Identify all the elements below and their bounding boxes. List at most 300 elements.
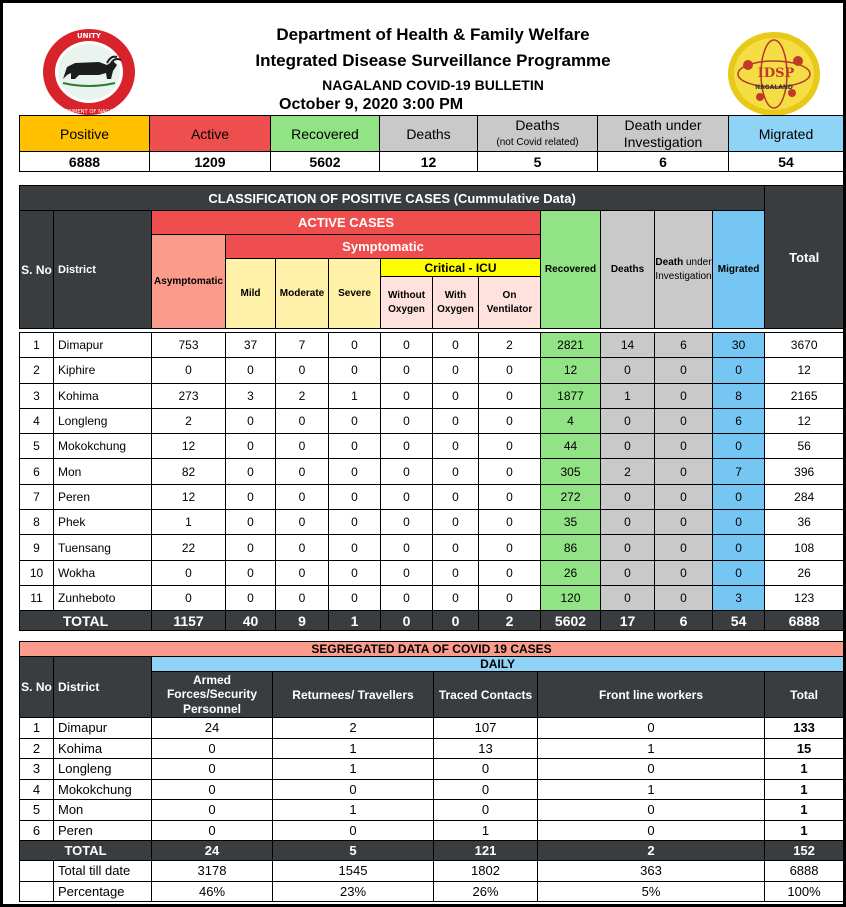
table-cell: 3: [713, 585, 765, 610]
table-cell: 0: [479, 585, 541, 610]
table-cell: 0: [655, 510, 713, 535]
summary-active-label: Active: [150, 116, 271, 152]
table-cell: 1: [765, 759, 844, 780]
header-deaths: Deaths: [601, 211, 655, 329]
table-cell: 10: [20, 560, 54, 585]
header-mild: Mild: [226, 259, 276, 329]
district-cell: Kiphire: [54, 358, 152, 383]
table-cell: 2: [601, 459, 655, 484]
table-cell: 0: [276, 560, 329, 585]
table-cell: 0: [655, 383, 713, 408]
table-row: [20, 434, 844, 459]
nagaland-government-seal: [41, 27, 137, 117]
table-cell: 0: [713, 535, 765, 560]
district-cell: Dimapur: [54, 333, 152, 358]
table-cell: 4: [20, 779, 54, 800]
table-cell: 0: [601, 434, 655, 459]
till-date-cell: 6888: [765, 861, 844, 882]
table-cell: 0: [479, 510, 541, 535]
classification-rows: [20, 333, 844, 611]
table-cell: 8: [713, 383, 765, 408]
summary-active-value: 1209: [150, 152, 271, 172]
daily-label: DAILY: [152, 657, 844, 672]
table-cell: 2: [20, 358, 54, 383]
table-cell: 7: [713, 459, 765, 484]
table-cell: 11: [20, 585, 54, 610]
table-cell: 108: [765, 535, 844, 560]
total-cell: 17: [601, 611, 655, 631]
table-cell: 3670: [765, 333, 844, 358]
table-cell: 12: [765, 408, 844, 433]
total-cell: 1157: [152, 611, 226, 631]
table-cell: 0: [329, 484, 381, 509]
table-cell: 2821: [541, 333, 601, 358]
table-cell: 0: [381, 535, 433, 560]
table-cell: 273: [152, 383, 226, 408]
district-cell: Mokokchung: [54, 779, 152, 800]
table-cell: 0: [381, 459, 433, 484]
header-active-cases: ACTIVE CASES: [152, 211, 541, 235]
table-cell: 0: [655, 560, 713, 585]
table-row: [20, 510, 844, 535]
table-cell: 0: [655, 434, 713, 459]
table-cell: 0: [226, 585, 276, 610]
table-cell: 0: [381, 383, 433, 408]
table-cell: 120: [541, 585, 601, 610]
summary-recovered-value: 5602: [271, 152, 380, 172]
table-cell: 0: [538, 800, 765, 821]
table-cell: 2: [276, 383, 329, 408]
table-cell: 0: [329, 510, 381, 535]
table-cell: 0: [713, 510, 765, 535]
table-row: [20, 800, 844, 821]
table-cell: 14: [601, 333, 655, 358]
table-cell: 0: [226, 434, 276, 459]
table-cell: 1: [329, 383, 381, 408]
table-cell: 0: [479, 408, 541, 433]
table-cell: 0: [381, 434, 433, 459]
table-cell: 0: [433, 585, 479, 610]
table-cell: 0: [276, 408, 329, 433]
classification-total-label: TOTAL: [20, 611, 152, 631]
till-date-cell: 3178: [152, 861, 273, 882]
seg-header-returnees: Returnees/ Travellers: [273, 672, 434, 718]
seg-total-cell: 121: [434, 841, 538, 861]
table-cell: 3: [20, 759, 54, 780]
table-row: [20, 484, 844, 509]
table-cell: 35: [541, 510, 601, 535]
header-death-investigation: Death under Investigation: [655, 211, 713, 329]
table-row: [20, 779, 844, 800]
table-cell: 0: [381, 358, 433, 383]
table-cell: 0: [276, 585, 329, 610]
table-cell: 0: [276, 510, 329, 535]
seg-header-frontline: Front line workers: [538, 672, 765, 718]
till-date-cell: 363: [538, 861, 765, 882]
table-cell: 0: [479, 484, 541, 509]
table-cell: 2: [20, 738, 54, 759]
table-cell: 1: [152, 510, 226, 535]
segregated-rows: [20, 718, 844, 841]
table-cell: 0: [434, 800, 538, 821]
table-cell: 86: [541, 535, 601, 560]
classification-title: CLASSIFICATION OF POSITIVE CASES (Cummulative Data): [20, 186, 765, 211]
programme-title: Integrated Disease Surveillance Programme: [255, 51, 611, 70]
table-row: [20, 560, 844, 585]
header-migrated: Migrated: [713, 211, 765, 329]
table-cell: 13: [434, 738, 538, 759]
table-cell: 0: [433, 535, 479, 560]
seg-total-cell: 5: [273, 841, 434, 861]
table-cell: 26: [765, 560, 844, 585]
table-cell: 12: [152, 434, 226, 459]
table-cell: 1: [601, 383, 655, 408]
table-cell: 0: [276, 434, 329, 459]
table-cell: 1: [765, 800, 844, 821]
district-cell: Mon: [54, 459, 152, 484]
table-cell: 0: [601, 560, 655, 585]
table-cell: 0: [152, 820, 273, 841]
table-cell: 0: [329, 459, 381, 484]
table-cell: 0: [655, 358, 713, 383]
table-cell: 0: [381, 484, 433, 509]
table-cell: 1: [538, 738, 765, 759]
table-cell: 0: [601, 535, 655, 560]
svg-text:IDSP: IDSP: [757, 66, 795, 81]
table-cell: 82: [152, 459, 226, 484]
table-cell: 6: [20, 820, 54, 841]
table-cell: 1: [20, 333, 54, 358]
table-cell: 0: [655, 408, 713, 433]
department-title: Department of Health & Family Welfare: [276, 25, 590, 44]
table-cell: 6: [713, 408, 765, 433]
seg-total-cell: 152: [765, 841, 844, 861]
table-cell: 0: [433, 383, 479, 408]
table-cell: 396: [765, 459, 844, 484]
total-cell: 1: [329, 611, 381, 631]
table-cell: 9: [20, 535, 54, 560]
table-cell: 1: [273, 800, 434, 821]
table-cell: 0: [479, 535, 541, 560]
percentage-cell: 5%: [538, 881, 765, 902]
table-cell: 0: [329, 434, 381, 459]
table-cell: 0: [152, 585, 226, 610]
table-cell: 1: [538, 779, 765, 800]
svg-text:UNITY: UNITY: [77, 32, 101, 40]
table-cell: 1: [434, 820, 538, 841]
table-cell: 5: [20, 800, 54, 821]
district-cell: Kohima: [54, 383, 152, 408]
table-cell: 0: [273, 820, 434, 841]
district-cell: Longleng: [54, 759, 152, 780]
seg-header-traced: Traced Contacts: [434, 672, 538, 718]
district-cell: Mokokchung: [54, 434, 152, 459]
table-cell: 7: [20, 484, 54, 509]
table-cell: 4: [20, 408, 54, 433]
table-cell: 123: [765, 585, 844, 610]
table-cell: 0: [601, 510, 655, 535]
table-cell: 0: [226, 408, 276, 433]
table-cell: 0: [381, 408, 433, 433]
header-sno: S. No: [20, 211, 54, 329]
district-cell: Longleng: [54, 408, 152, 433]
till-date-cell: 1545: [273, 861, 434, 882]
summary-death-investigation-label: Death under Investigation: [598, 116, 729, 152]
table-cell: 15: [765, 738, 844, 759]
table-cell: 0: [601, 484, 655, 509]
summary-migrated-value: 54: [729, 152, 844, 172]
table-cell: 0: [434, 779, 538, 800]
table-cell: 1: [273, 759, 434, 780]
table-cell: 0: [713, 560, 765, 585]
till-date-label: Total till date: [54, 861, 152, 882]
header-critical-icu: Critical - ICU: [381, 259, 541, 277]
total-cell: 6: [655, 611, 713, 631]
table-cell: 305: [541, 459, 601, 484]
table-row: [20, 718, 844, 739]
table-row: [20, 738, 844, 759]
bulletin-title: NAGALAND COVID-19 BULLETIN: [322, 77, 544, 93]
table-cell: 0: [655, 484, 713, 509]
table-cell: 0: [655, 585, 713, 610]
table-cell: 26: [541, 560, 601, 585]
table-row: [20, 759, 844, 780]
table-cell: 0: [152, 779, 273, 800]
table-cell: 0: [276, 358, 329, 383]
table-cell: 0: [538, 718, 765, 739]
table-cell: 6: [655, 333, 713, 358]
header-recovered: Recovered: [541, 211, 601, 329]
seg-header-district: District: [54, 657, 152, 718]
table-cell: 0: [433, 510, 479, 535]
table-cell: 3: [20, 383, 54, 408]
header-district: District: [54, 211, 152, 329]
seg-header-armed: Armed Forces/Security Personnel: [152, 672, 273, 718]
till-date-cell: 1802: [434, 861, 538, 882]
seg-header-sno: S. No: [20, 657, 54, 718]
table-row: [20, 585, 844, 610]
table-cell: 0: [152, 738, 273, 759]
seg-header-total: Total: [765, 672, 844, 718]
total-cell: 54: [713, 611, 765, 631]
table-row: [20, 535, 844, 560]
district-cell: Kohima: [54, 738, 152, 759]
table-cell: 2: [479, 333, 541, 358]
table-cell: 0: [381, 510, 433, 535]
percentage-cell: 46%: [152, 881, 273, 902]
table-cell: 0: [655, 535, 713, 560]
table-cell: 0: [601, 585, 655, 610]
segregated-title: SEGREGATED DATA OF COVID 19 CASES: [20, 642, 844, 657]
table-cell: 56: [765, 434, 844, 459]
table-cell: 753: [152, 333, 226, 358]
table-cell: 0: [538, 759, 765, 780]
header-with-oxygen: With Oxygen: [433, 277, 479, 329]
svg-text:NAGALAND: NAGALAND: [755, 84, 793, 91]
header-symptomatic: Symptomatic: [226, 235, 541, 259]
table-cell: 0: [152, 800, 273, 821]
summary-deaths-value: 12: [380, 152, 478, 172]
district-cell: Dimapur: [54, 718, 152, 739]
table-cell: 12: [152, 484, 226, 509]
table-cell: 0: [226, 560, 276, 585]
table-cell: 0: [433, 434, 479, 459]
table-cell: 0: [433, 560, 479, 585]
table-row: [20, 820, 844, 841]
segregated-table: [19, 641, 844, 902]
summary-positive-value: 6888: [20, 152, 150, 172]
table-cell: 0: [381, 560, 433, 585]
total-cell: 5602: [541, 611, 601, 631]
table-cell: 0: [433, 459, 479, 484]
table-cell: 8: [20, 510, 54, 535]
svg-text:GOVERNMENT OF NAGALAND: GOVERNMENT OF NAGALAND: [50, 109, 128, 115]
table-cell: 0: [226, 459, 276, 484]
seg-total-label: TOTAL: [20, 841, 152, 861]
percentage-cell: 23%: [273, 881, 434, 902]
table-cell: 0: [329, 585, 381, 610]
table-cell: 0: [479, 383, 541, 408]
table-cell: 0: [479, 459, 541, 484]
table-cell: 12: [541, 358, 601, 383]
table-cell: 0: [713, 358, 765, 383]
table-cell: 37: [226, 333, 276, 358]
table-cell: 2165: [765, 383, 844, 408]
table-cell: 1877: [541, 383, 601, 408]
table-row: [20, 358, 844, 383]
table-cell: 0: [276, 484, 329, 509]
bulletin-datetime: October 9, 2020 3:00 PM: [279, 96, 464, 113]
summary-migrated-label: Migrated: [729, 116, 844, 152]
summary-table: [19, 115, 844, 172]
total-cell: 40: [226, 611, 276, 631]
header-total: Total: [765, 186, 844, 329]
summary-deaths-nc-value: 5: [478, 152, 598, 172]
seg-total-cell: 2: [538, 841, 765, 861]
percentage-cell: 26%: [434, 881, 538, 902]
table-cell: 5: [20, 434, 54, 459]
total-cell: 6888: [765, 611, 844, 631]
summary-death-investigation-value: 6: [598, 152, 729, 172]
table-cell: 0: [226, 484, 276, 509]
district-cell: Phek: [54, 510, 152, 535]
header-severe: Severe: [329, 259, 381, 329]
summary-deaths-label: Deaths: [380, 116, 478, 152]
table-cell: 6: [20, 459, 54, 484]
table-cell: 0: [713, 484, 765, 509]
table-cell: 1: [273, 738, 434, 759]
percentage-cell: 100%: [765, 881, 844, 902]
table-cell: 24: [152, 718, 273, 739]
idsp-logo: [726, 31, 822, 117]
table-cell: 107: [434, 718, 538, 739]
district-cell: Mon: [54, 800, 152, 821]
table-cell: 0: [273, 779, 434, 800]
total-cell: 0: [381, 611, 433, 631]
table-cell: 0: [433, 484, 479, 509]
header-without-oxygen: Without Oxygen: [381, 277, 433, 329]
table-cell: 1: [20, 718, 54, 739]
header-on-ventilator: On Ventilator: [479, 277, 541, 329]
table-row: [20, 333, 844, 358]
district-cell: Tuensang: [54, 535, 152, 560]
table-cell: 0: [276, 459, 329, 484]
total-cell: 2: [479, 611, 541, 631]
table-cell: 30: [713, 333, 765, 358]
table-cell: 0: [479, 560, 541, 585]
table-cell: 7: [276, 333, 329, 358]
summary-deaths-nc-label: Deaths (not Covid related): [478, 116, 598, 152]
table-cell: 44: [541, 434, 601, 459]
summary-recovered-label: Recovered: [271, 116, 380, 152]
table-cell: 0: [433, 358, 479, 383]
table-cell: 0: [655, 459, 713, 484]
table-cell: 2: [273, 718, 434, 739]
table-cell: 284: [765, 484, 844, 509]
total-cell: 0: [433, 611, 479, 631]
table-cell: 0: [329, 358, 381, 383]
table-cell: 0: [329, 560, 381, 585]
table-cell: 0: [329, 333, 381, 358]
table-cell: 0: [152, 759, 273, 780]
table-cell: 0: [479, 358, 541, 383]
table-row: [20, 383, 844, 408]
district-cell: Peren: [54, 484, 152, 509]
table-cell: 12: [765, 358, 844, 383]
percentage-label: Percentage: [54, 881, 152, 902]
table-cell: 0: [433, 333, 479, 358]
table-row: [20, 408, 844, 433]
table-cell: 0: [538, 820, 765, 841]
table-cell: 0: [381, 585, 433, 610]
table-cell: 0: [433, 408, 479, 433]
table-cell: 0: [276, 535, 329, 560]
total-cell: 9: [276, 611, 329, 631]
table-cell: 1: [765, 820, 844, 841]
summary-positive-label: Positive: [20, 116, 150, 152]
table-cell: 0: [434, 759, 538, 780]
table-cell: 0: [479, 434, 541, 459]
table-cell: 0: [381, 333, 433, 358]
table-cell: 36: [765, 510, 844, 535]
table-cell: 3: [226, 383, 276, 408]
table-cell: 1: [765, 779, 844, 800]
table-cell: 272: [541, 484, 601, 509]
table-cell: 0: [152, 358, 226, 383]
district-cell: Peren: [54, 820, 152, 841]
table-cell: 2: [152, 408, 226, 433]
table-cell: 0: [226, 535, 276, 560]
header-moderate: Moderate: [276, 259, 329, 329]
district-cell: Zunheboto: [54, 585, 152, 610]
table-cell: 0: [152, 560, 226, 585]
table-row: [20, 459, 844, 484]
table-cell: 0: [713, 434, 765, 459]
seg-total-cell: 24: [152, 841, 273, 861]
table-cell: 0: [601, 408, 655, 433]
table-cell: 0: [226, 358, 276, 383]
table-cell: 22: [152, 535, 226, 560]
table-cell: 4: [541, 408, 601, 433]
table-cell: 0: [329, 408, 381, 433]
classification-table: [19, 185, 844, 631]
table-cell: 133: [765, 718, 844, 739]
table-cell: 0: [601, 358, 655, 383]
header-asymptomatic: Asymptomatic: [152, 235, 226, 329]
table-cell: 0: [329, 535, 381, 560]
district-cell: Wokha: [54, 560, 152, 585]
table-cell: 0: [226, 510, 276, 535]
